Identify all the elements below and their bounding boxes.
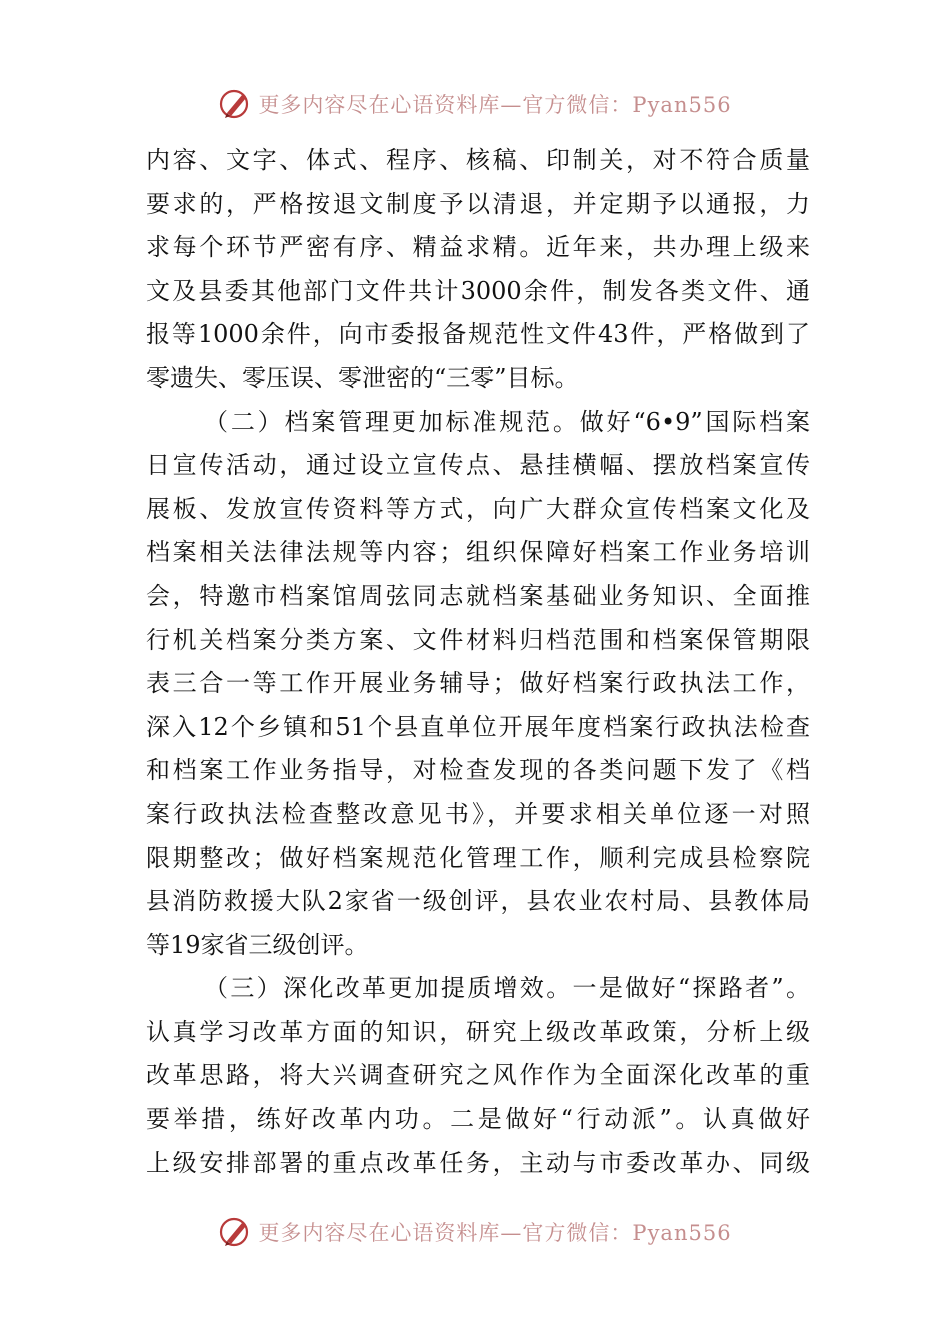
- text-line: 日宣传活动，通过设立宣传点、悬挂横幅、摆放档案宣传: [146, 451, 810, 480]
- text-line: 要求的，严格按退文制度予以清退，并定期予以通报，力: [146, 189, 810, 218]
- text-line: 表三合一等工作开展业务辅导；做好档案行政执法工作，: [146, 669, 810, 698]
- text-line: 认真学习改革方面的知识，研究上级改革政策，分析上级: [146, 1017, 810, 1046]
- text-line: （二）档案管理更加标准规范。做好“6•9”国际档案: [204, 407, 810, 436]
- pen-circle-icon: [218, 87, 252, 121]
- text-line: 改革思路，将大兴调查研究之风作作为全面深化改革的重: [146, 1061, 810, 1090]
- footer-watermark: [0, 1212, 950, 1252]
- text-line: 限期整改；做好档案规范化管理工作，顺利完成县检察院: [146, 843, 810, 872]
- text-line: 文及县委其他部门文件共计3000余件，制发各类文件、通: [146, 276, 810, 305]
- text-line: 求每个环节严密有序、精益求精。近年来，共办理上级来: [146, 233, 810, 262]
- text-line: 县消防救援大队2家省一级创评，县农业农村局、县教体局: [146, 887, 810, 916]
- text-line: 深入12个乡镇和51个县直单位开展年度档案行政执法检查: [146, 712, 810, 741]
- paragraph: [146, 967, 810, 1185]
- text-line: 上级安排部署的重点改革任务，主动与市委改革办、同级: [146, 1148, 810, 1177]
- watermark-text: 更多内容尽在心语资料库—官方微信：Pyan556: [258, 1221, 732, 1245]
- text-line: 报等1000余件，向市委报备规范性文件43件，严格做到了: [146, 320, 810, 349]
- text-line: 档案相关法律法规等内容；组织保障好档案工作业务培训: [146, 538, 810, 567]
- text-line: 和档案工作业务指导，对检查发现的各类问题下发了《档: [146, 756, 810, 785]
- text-line: 等19家省三级创评。: [146, 930, 369, 959]
- paragraph: [146, 401, 810, 968]
- text-line: 要举措，练好改革内功。二是做好“行动派”。认真做好: [146, 1105, 810, 1134]
- text-line: 行机关档案分类方案、文件材料归档范围和档案保管期限: [146, 625, 810, 654]
- text-line: 展板、发放宣传资料等方式，向广大群众宣传档案文化及: [146, 494, 810, 523]
- text-line: 零遗失、零压误、零泄密的“三零”目标。: [146, 363, 579, 392]
- text-line: 内容、文字、体式、程序、核稿、印制关，对不符合质量: [146, 146, 810, 174]
- document-body: [146, 139, 810, 1185]
- text-line: （三）深化改革更加提质增效。一是做好“探路者”。: [204, 974, 810, 1003]
- text-line: 案行政执法检查整改意见书》，并要求相关单位逐一对照: [146, 799, 810, 828]
- paragraph: [146, 139, 810, 401]
- pen-circle-icon: [218, 1215, 252, 1249]
- text-line: 会，特邀市档案馆周弦同志就档案基础业务知识、全面推: [146, 581, 810, 610]
- header-watermark: [0, 84, 950, 124]
- watermark-text: 更多内容尽在心语资料库—官方微信：Pyan556: [258, 93, 732, 117]
